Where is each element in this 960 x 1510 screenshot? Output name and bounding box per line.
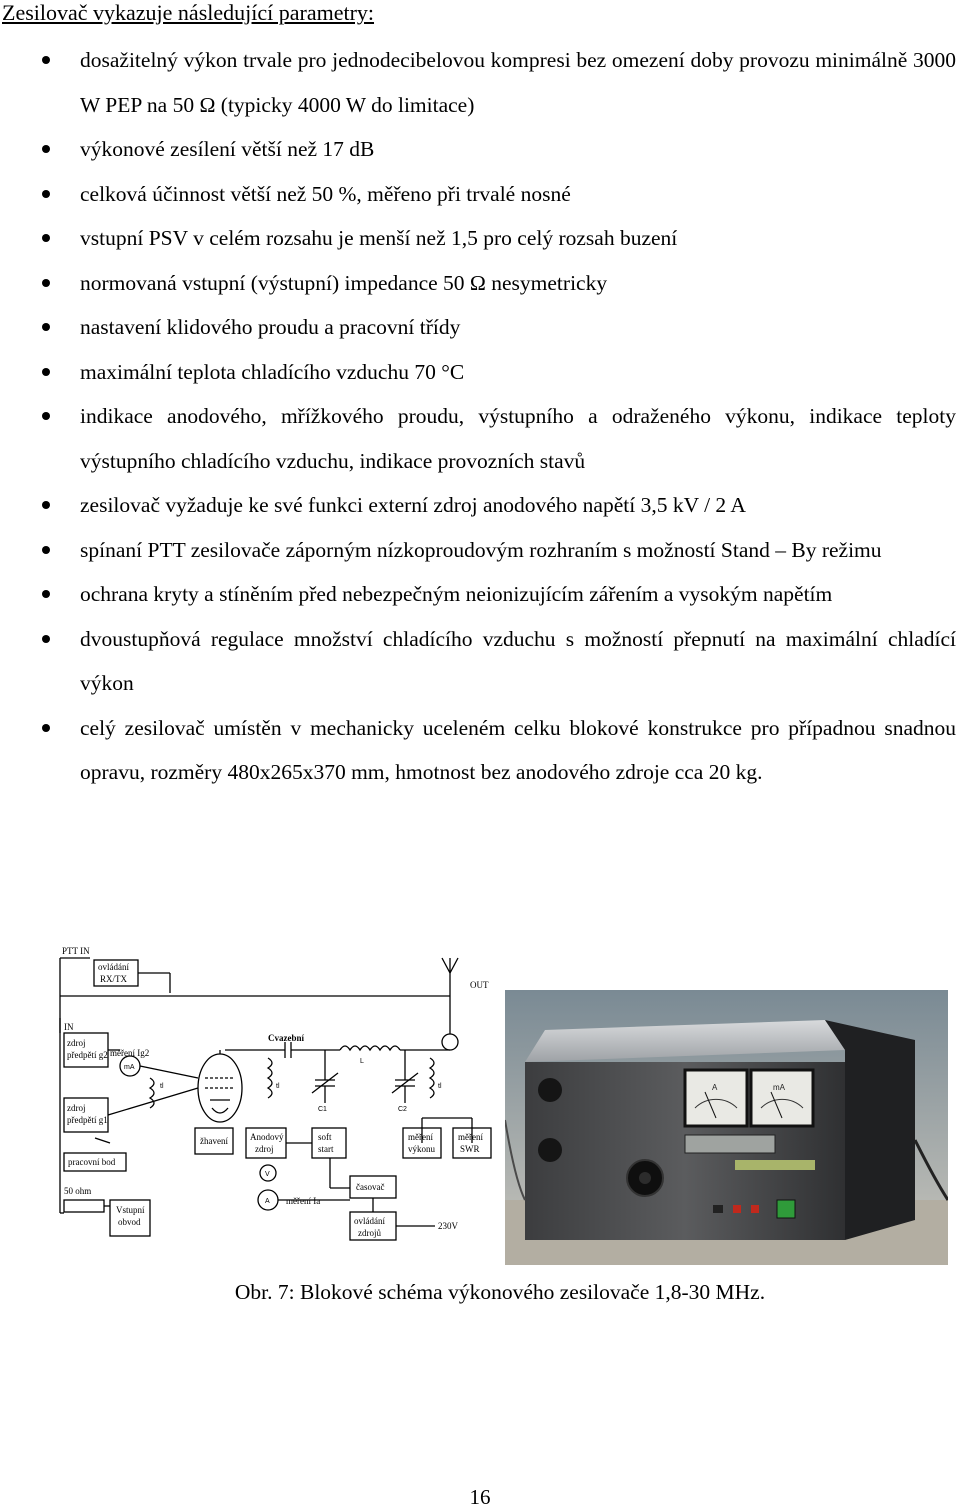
bullet-icon bbox=[42, 501, 50, 509]
bullet-icon bbox=[42, 323, 50, 331]
list-item: výkonové zesílení větší než 17 dB bbox=[0, 127, 960, 172]
anodovy-zdroj-label-1: Anodový bbox=[250, 1132, 284, 1142]
vstupni-obvod-label-1: Vstupní bbox=[116, 1205, 145, 1215]
vazebni-label: Cvazební bbox=[268, 1033, 304, 1043]
choke-label: tl bbox=[438, 1083, 442, 1090]
bullet-icon bbox=[42, 724, 50, 732]
list-item: celý zesilovač umístěn v mechanicky uceleném celku blokové konstrukce pro případnou snadnou opravu, rozměry 480x265x370 mm, hmotnost bez anodového zdroje cca 20 kg. bbox=[0, 706, 960, 795]
bullet-icon bbox=[42, 234, 50, 242]
choke-label: tl bbox=[160, 1083, 164, 1090]
vstupni-obvod-label-2: obvod bbox=[118, 1217, 141, 1227]
knob-icon bbox=[538, 1078, 562, 1102]
mereni-swr-label-2: SWR bbox=[460, 1144, 480, 1154]
mereni-swr-label-1: měření bbox=[458, 1132, 483, 1142]
list-item: nastavení klidového proudu a pracovní třídy bbox=[0, 305, 960, 350]
bullet-icon bbox=[42, 590, 50, 598]
pracovni-bod-label: pracovní bod bbox=[68, 1157, 116, 1167]
figure bbox=[50, 938, 950, 1268]
bullet-icon bbox=[42, 190, 50, 198]
ovladani-label-1: ovládání bbox=[98, 962, 129, 972]
zdroj-g2-label-2: předpětí g2 bbox=[67, 1050, 108, 1060]
ovladani-label-2: RX/TX bbox=[100, 974, 127, 984]
v-meter-label: V bbox=[265, 1171, 270, 1178]
list-item: dvoustupňová regulace množství chladícího vzduchu s možností přepnutí na maximální chladící výkon bbox=[0, 617, 960, 706]
ammeter-label: A bbox=[712, 1083, 718, 1092]
ohm-label: 50 ohm bbox=[64, 1186, 92, 1196]
block-schematic bbox=[50, 938, 500, 1248]
green-switch-icon bbox=[777, 1200, 795, 1218]
mereni-vykonu-label-1: měření bbox=[408, 1132, 433, 1142]
list-item: ochrana kryty a stíněním před nebezpečným neionizujícím zářením a vysokým napětím bbox=[0, 572, 960, 617]
list-item: zesilovač vyžaduje ke své funkci externí zdroj anodového napětí 3,5 kV / 2 A bbox=[0, 483, 960, 528]
casovac-label: časovač bbox=[356, 1182, 385, 1192]
c1-label: C1 bbox=[318, 1106, 327, 1113]
ovladani-zdroju-label-1: ovládání bbox=[354, 1216, 385, 1226]
soft-start-label-2: start bbox=[318, 1144, 334, 1154]
section-heading: Zesilovač vykazuje následující parametry: bbox=[2, 0, 375, 25]
page-number: 16 bbox=[469, 1485, 491, 1509]
ma-meter-label: mA bbox=[124, 1064, 135, 1071]
bullet-icon bbox=[42, 546, 50, 554]
bullet-icon bbox=[42, 279, 50, 287]
knob-icon bbox=[538, 1138, 562, 1162]
zdroj-g1-label-1: zdroj bbox=[67, 1103, 86, 1113]
list-item: indikace anodového, mřížkového proudu, výstupního a odraženého výkonu, indikace teploty výstupního chladícího vzduchu, indikace provozních stavů bbox=[0, 394, 960, 483]
l-label: L bbox=[360, 1058, 364, 1065]
list-item: celková účinnost větší než 50 %, měřeno při trvalé nosné bbox=[0, 172, 960, 217]
figure-caption: Obr. 7: Blokové schéma výkonového zesilovače 1,8-30 MHz. bbox=[234, 1280, 766, 1304]
list-item: dosažitelný výkon trvale pro jednodecibelovou kompresi bez omezení doby provozu minimálně 3000 W PEP na 50 Ω (typicky 4000 W do limitace) bbox=[0, 38, 960, 127]
bullet-icon bbox=[42, 145, 50, 153]
voltage-230-label: 230V bbox=[438, 1221, 458, 1231]
c2-label: C2 bbox=[398, 1106, 407, 1113]
milliammeter-label: mA bbox=[773, 1083, 785, 1092]
mereni-vykonu-label-2: výkonu bbox=[408, 1144, 435, 1154]
bullet-icon bbox=[42, 412, 50, 420]
amplifier-photo bbox=[505, 990, 948, 1265]
zhaveni-label: žhavení bbox=[200, 1136, 228, 1146]
mereni-ia-label: měření Ia bbox=[286, 1196, 321, 1206]
bullet-icon bbox=[42, 368, 50, 376]
list-item: normovaná vstupní (výstupní) impedance 50 Ω nesymetricky bbox=[0, 261, 960, 306]
ptt-in-label: PTT IN bbox=[62, 946, 90, 956]
red-led-icon bbox=[751, 1205, 759, 1213]
ovladani-zdroju-label-2: zdrojů bbox=[358, 1228, 381, 1238]
list-item: spínaní PTT zesilovače záporným nízkoproudovým rozhraním s možností Stand – By režimu bbox=[0, 528, 960, 573]
list-item: vstupní PSV v celém rozsahu je menší než 1,5 pro celý rozsah buzení bbox=[0, 216, 960, 261]
in-label: IN bbox=[64, 1022, 74, 1032]
mereni-ig2-label: měření Ig2 bbox=[110, 1048, 150, 1058]
bullet-icon bbox=[42, 56, 50, 64]
soft-start-label-1: soft bbox=[318, 1132, 332, 1142]
anodovy-zdroj-label-2: zdroj bbox=[255, 1144, 274, 1154]
a-meter-label: A bbox=[265, 1198, 270, 1205]
bullet-icon bbox=[42, 635, 50, 643]
parameter-list bbox=[0, 38, 960, 795]
zdroj-g1-label-2: předpětí g1 bbox=[67, 1115, 108, 1125]
list-item: maximální teplota chladícího vzduchu 70 °C bbox=[0, 350, 960, 395]
zdroj-g2-label-1: zdroj bbox=[67, 1038, 86, 1048]
choke-label: tl bbox=[276, 1083, 280, 1090]
out-label: OUT bbox=[470, 980, 489, 990]
red-led-icon bbox=[733, 1205, 741, 1213]
